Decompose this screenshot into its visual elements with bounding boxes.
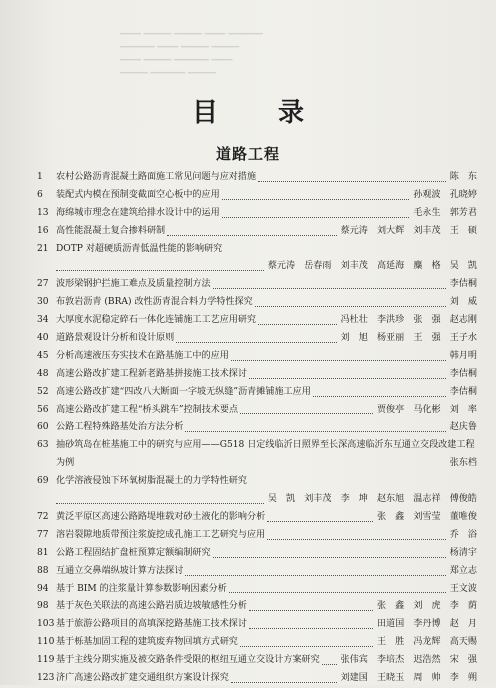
toc-entry[interactable]: [37, 187, 477, 205]
toc-leader-dots: [258, 324, 337, 325]
toc-title: 基于 BIM 的注浆量计算参数影响因素分析: [56, 583, 227, 594]
toc-entry[interactable]: [37, 419, 477, 437]
toc-leader-dots: [267, 521, 373, 522]
toc-page-number: 123: [37, 672, 55, 683]
bleed-through-text: ▁▁▁ ▁▁▁▁ ▁▁▁▁ ▁▁▁ ▁▁▁▁▁ ▁▁▁▁▁ ▁▁▁ ▁▁▁▁ ▁▁▁▁ ▁▁▁ ▁▁▁▁ ▁▁▁▁▁ ▁▁▁ ▁▁▁▁ ▁▁▁▁▁ ▁▁▁▁: [120, 25, 263, 74]
toc-leader-dots: [167, 235, 336, 236]
toc-page-number: 98: [37, 601, 49, 612]
toc-entry[interactable]: [37, 330, 477, 348]
toc-title: DOTP 对超硬质沥青低温性能的影响研究: [56, 243, 223, 254]
toc-authors: 吴 凯 刘丰茂 李 坤 赵东旭 温志祥 傅俊皓: [267, 494, 477, 505]
toc-authors: 陈 东: [449, 172, 477, 182]
toc-leader-dots: [255, 306, 446, 307]
toc-title: 基于主线分期实施及被交路条件受限的枢纽互通立交设计方案研究: [56, 655, 320, 666]
toc-leader-dots: [249, 610, 373, 611]
toc-leader-dots: [231, 682, 337, 683]
toc-leader-dots: [222, 217, 410, 218]
toc-entry[interactable]: [37, 312, 477, 330]
toc-title: 道路景观设计分析和设计原则: [56, 333, 175, 344]
toc-authors: 郑立志: [449, 565, 477, 576]
toc-page-number: 72: [37, 511, 49, 522]
toc-leader-dots: [222, 199, 410, 200]
toc-entry[interactable]: [37, 581, 477, 599]
toc-title: 互通立交鼻端纵坡计算方法探讨: [56, 565, 184, 576]
toc-authors: 杨清宇: [449, 547, 477, 558]
toc-entry[interactable]: [37, 384, 477, 402]
toc-entry[interactable]: [37, 276, 477, 294]
toc-authors: 田道国 李丹博 赵 月: [376, 619, 477, 630]
toc-title: 高速公路改扩建“四改八大断面一字坡无纵缝”沥青摊铺施工应用: [56, 386, 311, 397]
toc-authors: 李佶桐: [449, 279, 477, 290]
toc-entry[interactable]: [37, 670, 477, 688]
toc-leader-dots: [313, 396, 446, 397]
toc-leader-dots: [213, 288, 446, 289]
toc-authors: 李佶桐: [449, 368, 477, 379]
toc-leader-dots: [258, 181, 446, 182]
toc-page-number: 27: [37, 279, 49, 290]
toc-leader-dots: [240, 413, 373, 414]
toc-page-number: 6: [37, 189, 43, 200]
toc-authors: 冯杜壮 李洪珍 张 强 赵志刚: [340, 315, 477, 326]
toc-entry[interactable]: [37, 437, 477, 473]
toc-authors: 刘建国 王晓玉 周 帅 李 朔: [340, 672, 477, 683]
toc-leader-dots: [231, 360, 446, 361]
toc-title: 农村公路沥青混凝土路面施工常见问题与应对措施: [56, 172, 257, 182]
toc-title: 高速公路改扩建工程新老路基拼接施工技术探讨: [56, 368, 247, 379]
toc-entry[interactable]: [37, 527, 477, 545]
toc-page-number: 40: [37, 333, 49, 344]
toc-page-number: 63: [37, 440, 49, 451]
toc-page-number: 34: [37, 315, 49, 326]
toc-entry[interactable]: [37, 563, 477, 581]
toc-leader-dots: [249, 378, 446, 379]
toc-page-number: 60: [37, 422, 49, 433]
toc-title: 黄泛平原区高速公路路堤堆载对砂土液化的影响分析: [56, 511, 266, 522]
toc-entry[interactable]: [37, 205, 477, 223]
toc-leader-dots: [229, 592, 446, 593]
toc-entry[interactable]: [37, 169, 477, 187]
toc-authors: 贾俊亭 马化彬 刘 率: [376, 404, 477, 415]
toc-page-number: 21: [37, 243, 49, 254]
toc-entry[interactable]: [37, 223, 477, 241]
toc-leader-dots: [213, 557, 446, 558]
toc-entry[interactable]: [37, 473, 477, 509]
toc-page-number: 1: [37, 172, 43, 182]
toc-title: 大厚度水泥稳定碎石一体化连铺施工工艺应用研究: [56, 315, 257, 326]
toc-authors: 王 胜 冯龙辉 高天赐: [376, 637, 477, 648]
toc-authors: 毛永生 郭芳君: [413, 207, 477, 218]
toc-authors: 王文波: [449, 583, 477, 594]
toc-authors: 刘 旭 杨亚丽 王 强 王子水: [340, 333, 477, 344]
toc-title: 布敦岩沥青 (BRA) 改性沥青混合料力学特性探究: [56, 297, 253, 308]
toc-authors: 乔 浴: [449, 529, 477, 540]
toc-leader-dots: [267, 539, 446, 540]
toc-leader-dots: [185, 575, 445, 576]
page-title: 目录: [191, 98, 364, 128]
toc-title: 基于旅游公路项目的高填深挖路基施工技术探讨: [56, 619, 247, 630]
toc-page-number: 16: [37, 225, 49, 236]
toc-authors: 张伟宾 李培杰 迟浩然 宋 强: [340, 655, 477, 666]
toc-title: 海绵城市理念在建筑给排水设计中的运用: [56, 207, 220, 218]
toc-entry[interactable]: [37, 294, 477, 312]
toc-authors: 韩月明: [449, 350, 477, 361]
toc-page-number: 119: [37, 655, 55, 666]
toc-authors: 蔡元涛 刘大辉 刘丰茂 王 硕: [340, 225, 477, 236]
toc-title: 波形梁钢护拦施工难点及质量控制方法: [56, 279, 211, 290]
toc-entry[interactable]: [37, 598, 477, 616]
toc-page-number: 103: [37, 619, 55, 630]
toc-leader-dots: [322, 664, 337, 665]
toc-page-number: 52: [37, 386, 49, 397]
toc-authors: 蔡元涛 岳春雨 刘丰茂 高延海 麋 格 吴 凯: [267, 261, 477, 272]
toc-title: 溶岩裂隙地质带预注浆旋挖成孔施工工艺研究与应用: [56, 529, 266, 540]
toc-leader-dots: [176, 342, 336, 343]
toc-title: 高性能混凝土复合掺料研制: [56, 225, 166, 236]
toc-page-number: 30: [37, 297, 49, 308]
toc-authors: 李佶桐: [449, 386, 477, 397]
toc-authors: 刘 威: [449, 297, 477, 308]
toc-authors: 张 鑫 刘雪莹 董唯俊: [376, 511, 477, 522]
toc-authors: 赵庆鲁: [449, 422, 477, 433]
toc-page-number: 45: [37, 350, 49, 361]
toc-page-number: 56: [37, 404, 49, 415]
toc-title: 抽砂筑岛在桩基施工中的研究与应用——G518 日定线临沂日照界至长深高速临沂东互通立交段改建工程为例: [56, 440, 475, 469]
toc-title: 分析高速液压夯实技术在路基施工中的应用: [56, 350, 229, 361]
toc-title: 化学溶液侵蚀下环氧树脂混凝土的力学特性研究: [56, 476, 247, 487]
toc-page-number: 77: [37, 529, 49, 540]
toc-page-number: 94: [37, 583, 49, 594]
toc-leader-dots: [185, 431, 445, 432]
toc-title: 济广高速公路改扩建交通组织方案设计探究: [56, 672, 229, 683]
toc-entry[interactable]: [37, 366, 477, 384]
toc-entry[interactable]: [37, 634, 477, 652]
toc-leader-dots: [249, 628, 373, 629]
toc-page-number: 69: [37, 476, 49, 487]
toc-authors: 孙观波 孔晓婷: [413, 189, 477, 200]
toc-title: 公路工程特殊路基处治方法分析: [56, 422, 184, 433]
toc-page-number: 88: [37, 565, 49, 576]
toc-authors: 张 鑫 刘 虎 李 荫: [376, 601, 477, 612]
toc-leader-dots: [56, 270, 264, 271]
toc-entry[interactable]: [37, 616, 477, 634]
table-of-contents: [37, 169, 477, 688]
toc-title: 基于灰色关联法的高速公路岩质边坡敏感性分析: [56, 601, 247, 612]
toc-title: 高速公路改扩建工程“桥头跳车”控制技术要点: [56, 404, 239, 415]
section-heading: 道路工程: [215, 145, 280, 163]
toc-page-number: 48: [37, 368, 49, 379]
toc-title: 公路工程固结扩盘桩预算定额编制研究: [56, 547, 211, 558]
toc-title: 基于栎基加固工程的建筑废弃物回填方式研究: [56, 637, 238, 648]
toc-entry[interactable]: [37, 545, 477, 563]
toc-page-number: 110: [37, 637, 55, 648]
toc-page-number: 13: [37, 207, 49, 218]
toc-entry[interactable]: [37, 402, 477, 420]
toc-title: 装配式内模在预制变截面空心板中的应用: [56, 189, 220, 200]
toc-authors: 张东档: [449, 458, 477, 469]
toc-entry[interactable]: [37, 348, 477, 366]
toc-page-number: 81: [37, 547, 49, 558]
toc-entry[interactable]: [37, 241, 477, 277]
toc-entry[interactable]: [37, 652, 477, 670]
toc-leader-dots: [240, 646, 373, 647]
toc-entry[interactable]: [37, 509, 477, 527]
toc-leader-dots: [56, 503, 264, 504]
